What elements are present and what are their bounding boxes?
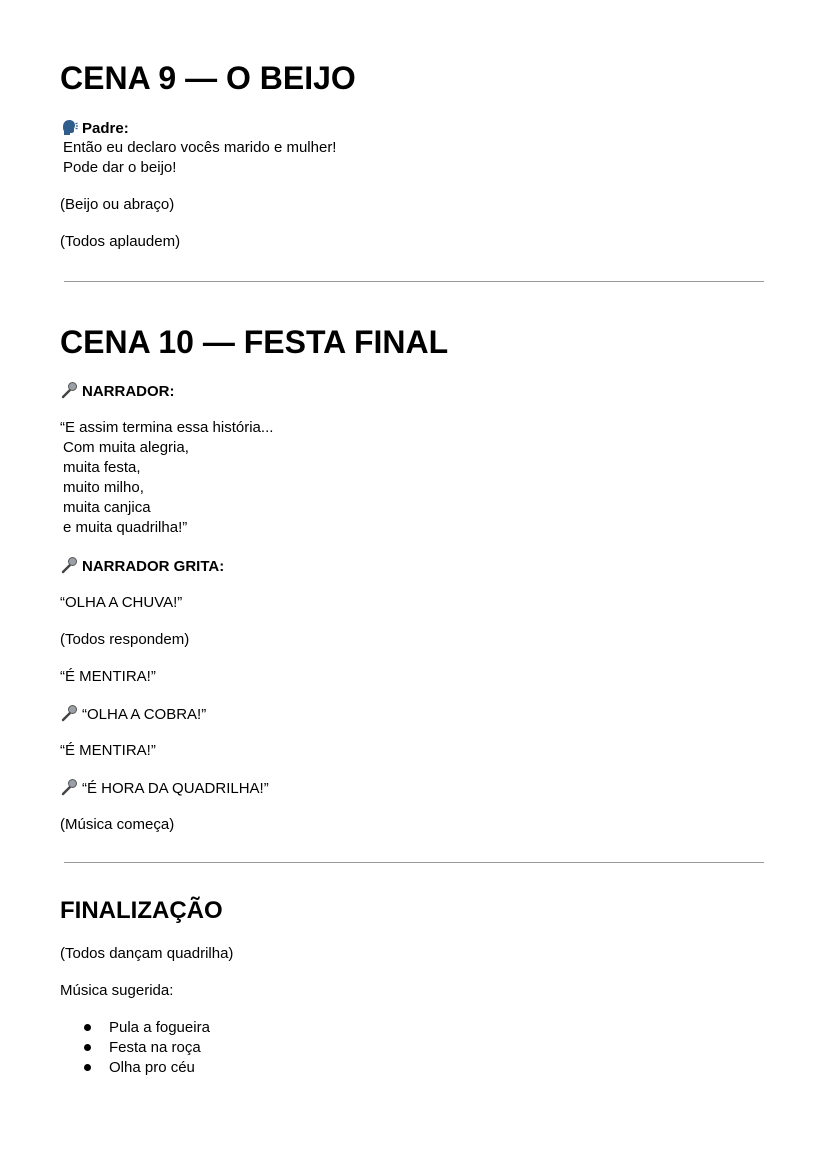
quote-line: muita canjica — [63, 499, 151, 516]
bullet-icon — [84, 1044, 91, 1051]
music-label: Música sugerida: — [60, 982, 174, 999]
speaker-name: Padre: — [82, 120, 129, 137]
microphone-icon — [60, 556, 78, 574]
narrator-label: NARRADOR: — [82, 383, 175, 400]
shout-line — [60, 704, 206, 725]
narrator-shouts-line — [60, 556, 224, 577]
stage-direction: (Todos dançam quadrilha) — [60, 945, 234, 962]
quote-line: e muita quadrilha!” — [63, 519, 188, 536]
scene-9-title: CENA 9 — O BEIJO — [60, 60, 356, 96]
reply-line: “É MENTIRA!” — [60, 742, 156, 759]
list-item: Olha pro céu — [109, 1059, 195, 1076]
list-item: Festa na roça — [109, 1039, 201, 1056]
stage-direction: (Todos aplaudem) — [60, 233, 181, 250]
quote-line: muita festa, — [63, 459, 141, 476]
stage-direction: (Beijo ou abraço) — [60, 196, 175, 213]
shout-text: “É HORA DA QUADRILHA!” — [82, 780, 269, 797]
narrator-shouts-label: NARRADOR GRITA: — [82, 558, 225, 575]
quote-line: muito milho, — [63, 479, 144, 496]
reply-line: “É MENTIRA!” — [60, 668, 156, 685]
shout-line — [60, 778, 269, 799]
stage-direction: (Todos respondem) — [60, 631, 190, 648]
final-title: FINALIZAÇÃO — [60, 897, 223, 924]
narrator-line — [60, 381, 175, 402]
bullet-icon — [84, 1024, 91, 1031]
microphone-icon — [60, 381, 78, 399]
dialogue-line: Então eu declaro vocês marido e mulher! — [63, 139, 337, 156]
quote-line: “E assim termina essa história... — [60, 419, 274, 436]
divider — [64, 281, 764, 282]
shout-text: “OLHA A COBRA!” — [82, 706, 207, 723]
shout-line: “OLHA A CHUVA!” — [60, 594, 183, 611]
divider — [64, 862, 764, 863]
quote-line: Com muita alegria, — [63, 439, 189, 456]
scene-10-title: CENA 10 — FESTA FINAL — [60, 324, 449, 360]
stage-direction: (Música começa) — [60, 816, 175, 833]
speaking-head-icon — [60, 118, 78, 136]
speaker-line — [60, 118, 129, 139]
bullet-icon — [84, 1064, 91, 1071]
list-item: Pula a fogueira — [109, 1019, 210, 1036]
microphone-icon — [60, 778, 78, 796]
dialogue-line: Pode dar o beijo! — [63, 159, 177, 176]
microphone-icon — [60, 704, 78, 722]
